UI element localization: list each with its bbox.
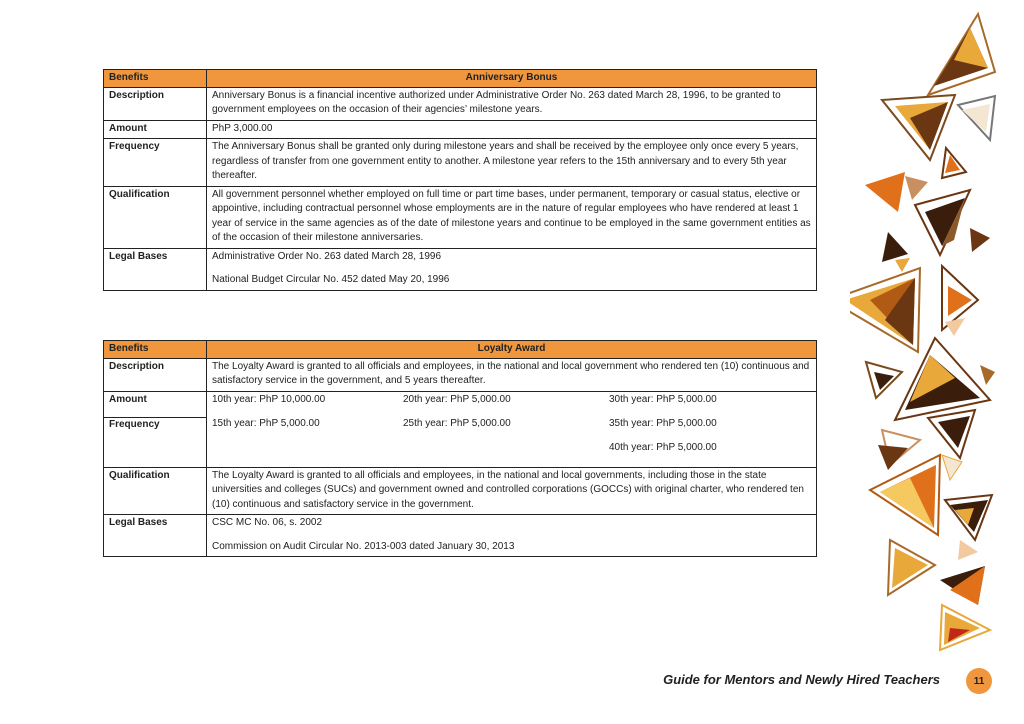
row-label [104,391,207,467]
legal-basis-line: Commission on Audit Circular No. 2013-003 dated January 30, 2013 [212,540,515,552]
table-row [104,139,817,187]
header-benefits: Benefits [104,70,207,88]
amount-entry: 25th year: PhP 5,000.00 [403,417,511,429]
row-value: Anniversary Bonus is a financial incentive authorized under Administrative Order No. 263 dated March 28, 1996, to be granted to government employees on the occasion of their agencies’ milestone years. [207,87,817,120]
row-label: Frequency [104,139,207,187]
legal-basis-line: National Budget Circular No. 452 dated May 20, 1996 [212,274,450,285]
amounts-grid [212,393,811,465]
row-label: Qualification [104,467,207,515]
table-row [104,87,817,120]
row-value: PhP 3,000.00 [207,120,817,139]
header-benefits: Benefits [104,341,207,359]
row-label: Legal Bases [104,248,207,290]
row-label: Description [104,87,207,120]
row-value [207,248,817,290]
table-header-row [104,341,817,359]
amount-entry: 40th year: PhP 5,000.00 [609,441,717,453]
legal-basis-line: CSC MC No. 06, s. 2002 [212,517,323,528]
table-row [104,358,817,391]
row-label: Description [104,358,207,391]
decorative-triangles [850,0,1024,660]
anniversary-bonus-table [103,69,817,291]
row-value: The Loyalty Award is granted to all officials and employees, in the national and local government who rendered ten (10) continuous and satisfactory service in the government, and 5 years thereafter. [207,358,817,391]
table-row [104,391,817,467]
row-label: Amount [104,120,207,139]
amount-entry: 15th year: PhP 5,000.00 [212,417,320,429]
amount-entry: 20th year: PhP 5,000.00 [403,393,511,405]
amounts-cell [207,391,817,467]
page-number-badge: 11 [966,668,992,694]
table-row [104,120,817,139]
amount-entry: 10th year: PhP 10,000.00 [212,393,326,405]
table-row [104,515,817,557]
row-value: The Loyalty Award is granted to all officials and employees, in the national and local governments, including those in the state universities and colleges (SUCs) and government owned and controlled corporations (GOCCs) with original charter, who rendered ten (10) continuous and satisfactory service in the government. [207,467,817,515]
footer-guide-title: Guide for Mentors and Newly Hired Teachers [663,672,940,687]
amount-entry [403,441,609,465]
amount-entry: 30th year: PhP 5,000.00 [609,393,717,405]
amount-entry: 35th year: PhP 5,000.00 [609,417,717,429]
amount-entry [212,441,403,465]
row-value [207,515,817,557]
row-value: All government personnel whether employed on full time or part time bases, under permanent, temporary or casual status, elective or appointive, including contractual personnel whose employments are in the nature of regular employees who have rendered at least 1 year of service in the same agencies as of the date of milestone years and continue to be employed in the same government entities as of the occasion of their milestone anniversaries. [207,186,817,248]
header-benefit-name: Anniversary Bonus [207,70,817,88]
row-label: Qualification [104,186,207,248]
table-row [104,467,817,515]
amount-label: Amount [109,393,147,405]
table-row [104,186,817,248]
triangle-cluster [850,14,995,650]
frequency-label: Frequency [104,417,206,442]
table-row [104,248,817,290]
table-header-row [104,70,817,88]
row-label: Legal Bases [104,515,207,557]
header-benefit-name: Loyalty Award [207,341,817,359]
row-value: The Anniversary Bonus shall be granted only during milestone years and shall be received by the employee only once every 5 years, regardless of transfer from one government entity to another. A milestone year refers to the 15th anniversary and to every 5th year thereafter. [207,139,817,187]
legal-basis-line: Administrative Order No. 263 dated March 28, 1996 [212,250,442,262]
loyalty-award-table [103,340,817,557]
